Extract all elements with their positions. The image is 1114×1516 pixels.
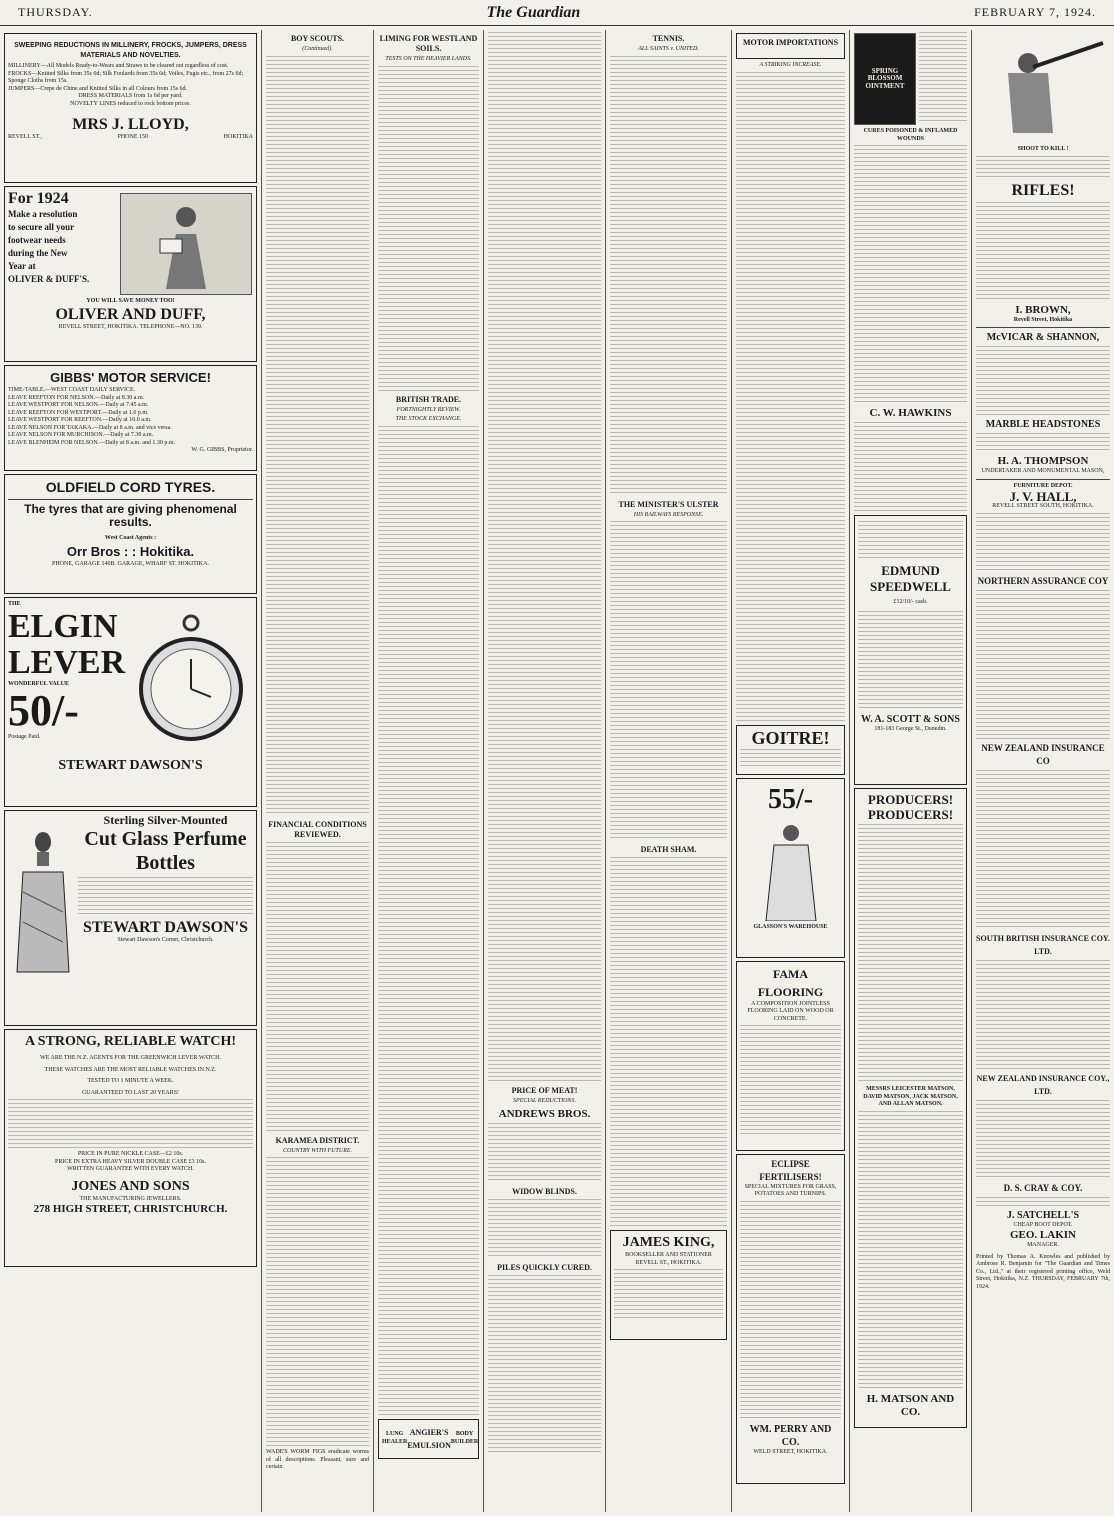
- gibbs-line: LEAVE WESTPORT FOR REEFTON.—Daily at 10.0 a.m.: [8, 417, 152, 423]
- spring-blossom-logo-text: SPRING BLOSSOM OINTMENT: [865, 66, 905, 90]
- british-trade-sub2: THE STOCK EXCHANGE.: [395, 416, 462, 422]
- tennis-subheading: ALL SAINTS v. UNITED.: [638, 46, 699, 52]
- south-british-insurance: SOUTH BRITISH INSURANCE COY. LTD.: [976, 933, 1110, 956]
- andrews-bros: ANDREWS BROS.: [498, 1107, 591, 1120]
- lloyd-footer: [8, 134, 253, 142]
- elgin-postage: Postage Paid.: [8, 734, 41, 740]
- jones-name: JONES AND SONS: [71, 1178, 190, 1194]
- oliver-address: REVELL STREET, HOKITIKA. TELEPHONE—NO. 139.: [58, 323, 203, 330]
- masthead: [0, 0, 1114, 26]
- watch-price-nickel: PRICE IN PURE NICKLE CASE—£2 10s.: [77, 1151, 184, 1157]
- speedwell-bicycle-ad: [854, 515, 967, 785]
- karamea-subheading: COUNTRY WITH FUTURE.: [282, 1147, 353, 1154]
- oliver-line: to secure all your: [8, 222, 75, 232]
- elgin-the: THE: [8, 601, 21, 607]
- oliver-line: Make a resolution: [8, 209, 78, 219]
- woman-reading-illustration: [120, 193, 252, 295]
- perry-address: WELD STREET, HOKITIKA.: [753, 1448, 828, 1455]
- watch-line: THESE WATCHES ARE THE MOST RELIABLE WATCHES IN N.Z.: [44, 1066, 217, 1073]
- goitre-title: GOITRE!: [751, 727, 830, 748]
- elgin-price: 50/-: [8, 686, 79, 735]
- british-trade-heading: BRITISH TRADE.: [395, 394, 462, 404]
- goitre-ad: [736, 725, 845, 775]
- gibbs-line: TIME-TABLE.—WEST COAST DAILY SERVICE.: [8, 387, 136, 393]
- fama-title: FAMA FLOORING: [757, 966, 824, 999]
- column-3: [374, 30, 484, 1512]
- marble-headstones: MARBLE HEADSTONES: [985, 419, 1101, 430]
- satchell-name: J. SATCHELL'S: [1006, 1209, 1080, 1221]
- jones-address: 278 HIGH STREET, CHRISTCHURCH.: [33, 1203, 228, 1215]
- masthead-date: FEBRUARY 7, 1924.: [974, 5, 1096, 19]
- spring-blossom-ointment-logo: [854, 33, 916, 125]
- james-king-address: REVELL ST., HOKITIKA.: [635, 1259, 702, 1266]
- lloyd-town: HOKITIKA: [223, 134, 253, 140]
- shoot-to-kill: SHOOT TO KILL !: [1017, 146, 1069, 152]
- eclipse-subline: SPECIAL MIXTURES FOR GRASS, POTATOES AND TURNIPS.: [744, 1183, 837, 1197]
- lloyd-item: MILLINERY—All Models Ready-to-Wears and Straws to be cleared out regardless of cost.: [8, 63, 229, 69]
- ulster-heading: THE MINISTER'S ULSTER: [618, 499, 719, 509]
- oliver-year: For 1924: [8, 190, 69, 207]
- gibbs-motor-ad: [4, 365, 257, 471]
- financial-heading: FINANCIAL CONDITIONS REVIEWED.: [268, 819, 367, 839]
- column-6: [732, 30, 850, 1512]
- lloyd-item: NOVELTY LINES reduced to rock bottom prices.: [70, 100, 191, 107]
- fama-flooring-ad: [736, 961, 845, 1151]
- gibbs-line: LEAVE NELSON FOR TAKAKA.—Daily at 8 a.m. and vice versa.: [8, 424, 172, 431]
- edmund-speedwell: EDMUND SPEEDWELL: [870, 563, 951, 594]
- oliver-line: footwear needs: [8, 235, 66, 245]
- widow-blinds-heading: WIDOW BLINDS.: [512, 1186, 577, 1196]
- lloyd-phone: PHONE 150: [117, 134, 149, 140]
- death-sham-heading: DEATH SHAM.: [640, 845, 697, 854]
- motor-subheading: A STRIKING INCREASE.: [759, 62, 822, 68]
- piles-heading: PILES QUICKLY CURED.: [497, 1262, 592, 1272]
- glassons-price: 55/-: [767, 783, 814, 815]
- oldfield-tagline: The tyres that are giving phenomenal results.: [24, 502, 237, 529]
- rifles-title: RIFLES!: [1011, 181, 1075, 199]
- gibbs-line: LEAVE NELSON FOR MURCHISON.—Daily at 7.30 a.m.: [8, 432, 154, 438]
- oldfield-agents-label: West Coast Agents :: [104, 535, 157, 541]
- gibbs-line: LEAVE REEFTON FOR NELSON.—Daily at 8.30 a.m.: [8, 394, 145, 401]
- greenwich-watch-ad: [4, 1029, 257, 1267]
- gibbs-line: LEAVE REEFTON FOR WESTPORT.—Daily at 1.0 p.m.: [8, 409, 149, 416]
- lloyd-ad: [4, 33, 257, 183]
- gibbs-line: LEAVE WESTPORT FOR NELSON.—Daily at 7.45 a.m.: [8, 402, 149, 408]
- gibbs-title: GIBBS' MOTOR SERVICE!: [50, 370, 211, 385]
- lakin-name: GEO. LAKIN: [1009, 1229, 1076, 1241]
- edmund-price: £12/10/- cash.: [893, 599, 928, 605]
- coat-illustration: [751, 821, 831, 921]
- hall-address: REVELL STREET SOUTH, HOKITIKA.: [992, 503, 1094, 509]
- perfume-firm: STEWART DAWSON'S: [83, 919, 248, 936]
- lloyd-item: JUMPERS—Crepe de Chine and Knitted Silks in all Colours from 15s 6d.: [8, 85, 187, 92]
- price-of-meat-heading: PRICE OF MEAT!: [511, 1086, 578, 1095]
- oldfield-tyres-ad: [4, 474, 257, 594]
- column-5: [606, 30, 732, 1512]
- furniture-depot: FURNITURE DEPOT.: [1013, 482, 1073, 489]
- oliver-save: YOU WILL SAVE MONEY TOO!: [86, 298, 175, 304]
- perfume-bottle-illustration: [8, 817, 78, 987]
- oliver-name: OLIVER AND DUFF,: [55, 305, 206, 323]
- boy-scouts-heading: BOY SCOUTS.: [290, 34, 345, 43]
- james-king-name: JAMES KING,: [622, 1235, 715, 1250]
- perfume-bottles-ad: [4, 810, 257, 1026]
- cray-coy: D. S. CRAY & COY.: [1003, 1182, 1083, 1193]
- elgin-lever-ad: [4, 597, 257, 807]
- oliver-line: during the New: [8, 248, 68, 258]
- producers-title: PRODUCERS! PRODUCERS!: [867, 792, 954, 822]
- printer-imprint: Printed by Thomas A. Knowles and published by Ambrose R. Benjamin for "The Guardian and Times Co., Ltd.," at their registered printing office, Weld Street, Hokitika, N.Z. THURSDAY, FEBRUARY 7th, 1924.: [976, 1253, 1110, 1290]
- glassons-ad: [736, 778, 845, 958]
- watch-line: TESTED TO 1 MINUTE A WEEK.: [87, 1078, 174, 1084]
- lloyd-address: REVELL ST.,: [8, 134, 42, 140]
- elgin-firm: STEWART DAWSON'S: [58, 758, 203, 773]
- gibbs-line: LEAVE BLENHEIM FOR NELSON.—Daily at 8 a.m. and 1.30 p.m.: [8, 439, 176, 446]
- leicester-matson: MESSRS LEICESTER MATSON, DAVID MATSON, JACK MATSON, AND ALLAN MATSON.: [863, 1086, 958, 1107]
- gibbs-sign: W. G. GIBBS, Proprietor.: [191, 447, 253, 453]
- nz-insurance: NEW ZEALAND INSURANCE CO: [981, 742, 1105, 766]
- james-king-subline: BOOKSELLER AND STATIONER: [625, 1252, 712, 1258]
- watch-title: A STRONG, RELIABLE WATCH!: [24, 1034, 237, 1049]
- special-reductions: SPECIAL REDUCTIONS.: [513, 1098, 576, 1104]
- british-trade-sub1: FORTNIGHTLY REVIEW.: [396, 406, 461, 413]
- elgin-lever: LEVER: [8, 643, 126, 681]
- oliver-line: Year at: [8, 261, 36, 271]
- watch-line: WE ARE THE N.Z. AGENTS FOR THE GREENWICH LEVER WATCH.: [40, 1055, 221, 1061]
- cures-line: CURES POISONED & INFLAMED WOUNDS: [863, 128, 958, 142]
- lloyd-headline: SWEEPING REDUCTIONS IN MILLINERY, FROCKS, JUMPERS, DRESS MATERIALS AND NOVELTIES.: [14, 42, 247, 59]
- thompson-subline: UNDERTAKER AND MONUMENTAL MASON,: [981, 468, 1105, 474]
- scott-address: 181-183 George St., Dunedin.: [874, 725, 947, 732]
- hawkins-name: C. W. HAWKINS: [869, 407, 952, 419]
- thompson-name: H. A. THOMPSON: [997, 455, 1089, 467]
- oliver-line: OLIVER & DUFF'S.: [8, 274, 90, 284]
- fama-subline: A COMPOSITION JOINTLESS FLOORING LAID ON WOOD OR CONCRETE.: [747, 1000, 834, 1022]
- sportsman-shooting-illustration: [978, 33, 1108, 143]
- watch-price-silver: PRICE IN EXTRA HEAVY SILVER DOUBLE CASE £3 10s.: [55, 1158, 206, 1165]
- column-4: [484, 30, 606, 1512]
- mcvicar-shannon: McVICAR & SHANNON,: [986, 332, 1100, 343]
- lung-healer: LUNG HEALER: [382, 1431, 408, 1445]
- brown-name: I. BROWN,: [1015, 303, 1071, 316]
- liming-subheading: TESTS ON THE HEAVIER LANDS.: [385, 56, 472, 62]
- watch-line: GUARANTEED TO LAST 20 YEARS!: [81, 1089, 180, 1096]
- lakin-subline: MANAGER.: [1027, 1242, 1059, 1248]
- masthead-paper-title: The Guardian: [486, 3, 581, 21]
- oldfield-address: PHONE, GARAGE 140B. GARAGE, WHARF ST. HOKITIKA.: [52, 560, 209, 567]
- tennis-heading: TENNIS.: [652, 34, 685, 43]
- body-builder: BODY BUILDER: [450, 1431, 479, 1445]
- watch-guarantee: WRITTEN GUARANTEE WITH EVERY WATCH.: [67, 1166, 194, 1172]
- satchell-subline: CHEAP BOOT DEPOT.: [1013, 1221, 1073, 1228]
- angier-name: ANGIER'S EMULSION: [407, 1427, 451, 1450]
- jones-subline: THE MANUFACTURING JEWELLERS.: [79, 1195, 182, 1202]
- james-king-ad: [610, 1230, 727, 1340]
- motor-heading: MOTOR IMPORTATIONS: [742, 38, 839, 47]
- scott-sons: W. A. SCOTT & SONS: [861, 713, 960, 725]
- oldfield-title: OLDFIELD CORD TYRES.: [45, 479, 216, 495]
- ulster-subheading: HIS RAILWAYS RESPONSE.: [633, 511, 704, 518]
- boy-scouts-subheading: (Continued).: [302, 46, 333, 52]
- producers-ad: [854, 788, 967, 1428]
- lloyd-item: DRESS MATERIALS from 1s 6d per yard.: [78, 93, 183, 99]
- column-2: [262, 30, 374, 1512]
- column-1: [0, 30, 262, 1512]
- angier-emulsion-ad: [378, 1419, 479, 1459]
- column-7: [850, 30, 972, 1512]
- column-8: [972, 30, 1114, 1512]
- northern-assurance: NORTHERN ASSURANCE COY: [977, 575, 1109, 586]
- masthead-day: THURSDAY.: [18, 5, 93, 19]
- liming-heading: LIMING FOR WESTLAND SOILS.: [379, 34, 478, 53]
- elgin-name: ELGIN: [8, 607, 118, 645]
- glassons-name: GLASSON'S WAREHOUSE: [753, 923, 828, 930]
- motor-importations-box: [736, 33, 845, 59]
- perry-name: WM. PERRY AND CO.: [749, 1423, 832, 1448]
- lloyd-item: FROCKS—Knitted Silks from 35s 6d; Silk Foulards from 35s 6d; Voiles, Fugis etc., from 27s 6d; Sponge Cloths from 15s.: [8, 70, 244, 84]
- elgin-value: WONDERFUL VALUE: [8, 680, 69, 687]
- pocket-watch-illustration: [131, 604, 251, 754]
- perfume-heading: Sterling Silver-Mounted: [103, 813, 228, 827]
- karamea-heading: KARAMEA DISTRICT.: [275, 1135, 360, 1145]
- brown-address: Revell Street, Hokitika: [1013, 316, 1073, 323]
- eclipse-title: ECLIPSE FERTILISERS!: [759, 1158, 822, 1182]
- nz-insurance-2: NEW ZEALAND INSURANCE COY., LTD.: [976, 1073, 1110, 1096]
- matson-name: H. MATSON AND CO.: [866, 1392, 955, 1418]
- oliver-duff-ad: [4, 186, 257, 362]
- lloyd-name: MRS J. LLOYD,: [72, 116, 189, 133]
- perfume-title: Cut Glass Perfume Bottles: [84, 828, 247, 874]
- eclipse-fertilisers-ad: [736, 1154, 845, 1484]
- hall-name: J. V. HALL,: [1009, 489, 1077, 504]
- wade-worm-ad: WADE'S WORM FIGS eradicate worms of all descriptions. Pleasant, sure and certain.: [266, 1449, 369, 1470]
- perfume-subline: Stewart Dawson's Corner, Christchurch.: [117, 937, 214, 943]
- oldfield-agent: Orr Bros : : Hokitika.: [66, 543, 195, 559]
